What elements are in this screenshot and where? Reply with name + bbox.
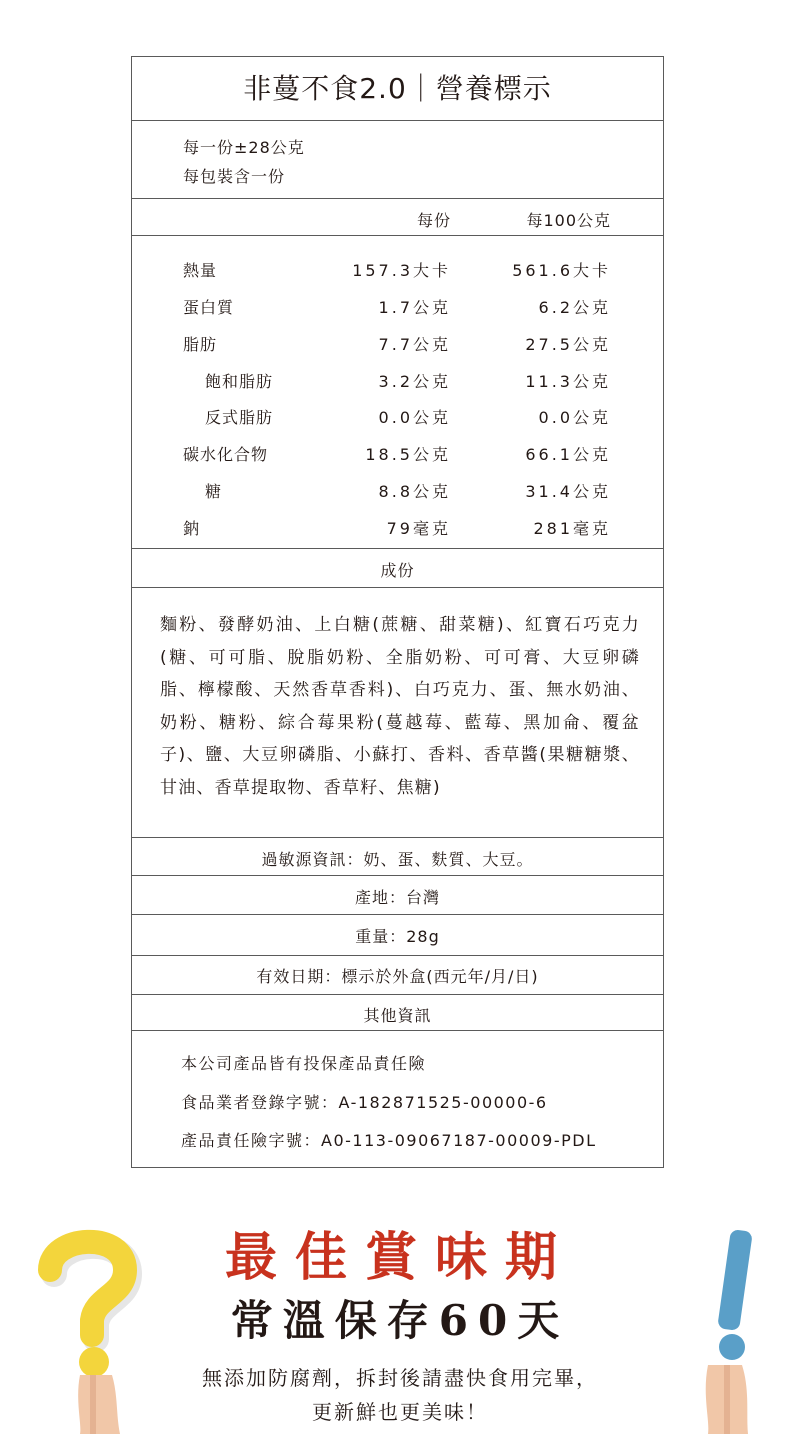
nutrient-per-serving: 3.2公克	[378, 372, 451, 391]
storage-note-line2: 更新鮮也更美味！	[312, 1400, 488, 1424]
divider	[132, 994, 663, 995]
divider	[132, 120, 663, 121]
label-title: 非蔓不食2.0｜營養標示	[243, 72, 552, 105]
other-info-heading: 其他資訊	[363, 1006, 432, 1025]
nutrient-name: 碳水化合物	[183, 445, 269, 464]
nutrient-per-100g: 0.0公克	[538, 408, 611, 427]
divider	[132, 198, 663, 199]
divider	[132, 1030, 663, 1031]
divider	[132, 837, 663, 838]
nutrient-per-100g: 6.2公克	[538, 298, 611, 317]
nutrient-per-100g: 66.1公克	[525, 445, 611, 464]
nutrient-per-100g: 11.3公克	[525, 372, 611, 391]
ingredients-heading: 成份	[380, 561, 415, 580]
nutrient-name: 反式脂肪	[205, 408, 274, 427]
column-header-per-100g: 每100公克	[526, 211, 611, 230]
divider	[132, 235, 663, 236]
nutrient-name: 脂肪	[183, 335, 218, 354]
nutrient-row	[132, 442, 663, 479]
nutrient-name: 鈉	[183, 519, 201, 538]
ingredients-text: 麵粉、發酵奶油、上白糖(蔗糖、甜菜糖)、紅寶石巧克力(糖、可可脂、脫脂奶粉、全脂奶粉、可可膏、大豆卵磷脂、檸檬酸、天然香草香料)、白巧克力、蛋、無水奶油、奶粉、糖粉、綜合莓果粉(蔓越莓、藍莓、黑加侖、覆盆子)、鹽、大豆卵磷脂、小蘇打、香料、香草醬(果糖糖漿、甘油、香草提取物、香草籽、焦糖)	[160, 615, 640, 798]
weight-info: 重量：28g	[355, 927, 440, 946]
nutrient-row	[132, 295, 663, 332]
nutrient-per-100g: 281毫克	[533, 519, 611, 538]
insurance-note: 本公司產品皆有投保產品責任險	[181, 1054, 427, 1073]
insurance-number: 產品責任險字號：A0-113-09067187-00009-PDL	[181, 1131, 597, 1150]
origin-info: 產地：台灣	[354, 888, 440, 907]
nutrient-row	[132, 258, 663, 295]
nutrient-per-serving: 7.7公克	[378, 335, 451, 354]
nutrient-name: 糖	[205, 482, 223, 501]
nutrition-label	[131, 56, 664, 1168]
divider	[132, 587, 663, 588]
nutrient-per-serving: 0.0公克	[378, 408, 451, 427]
expiry-info: 有效日期：標示於外盒(西元年/月/日)	[256, 967, 539, 986]
nutrient-row	[132, 405, 663, 442]
storage-note-line1: 無添加防腐劑，拆封後請盡快食用完畢，	[202, 1366, 598, 1390]
nutrient-name: 飽和脂肪	[205, 372, 274, 391]
divider	[132, 955, 663, 956]
registration-number: 食品業者登錄字號：A-182871525-00000-6	[181, 1093, 548, 1112]
divider	[132, 914, 663, 915]
serving-size: 每一份±28公克	[183, 138, 305, 157]
servings-per-pack: 每包裝含一份	[183, 167, 286, 186]
nutrient-name: 蛋白質	[183, 298, 235, 317]
divider	[132, 875, 663, 876]
nutrient-per-100g: 561.6大卡	[512, 261, 611, 280]
nutrient-per-serving: 1.7公克	[378, 298, 451, 317]
nutrient-per-serving: 8.8公克	[378, 482, 451, 501]
nutrient-per-serving: 79毫克	[386, 519, 451, 538]
storage-heading: 常溫保存60天	[230, 1296, 570, 1345]
nutrient-per-100g: 27.5公克	[525, 335, 611, 354]
allergen-info: 過敏源資訊：奶、蛋、麩質、大豆。	[261, 850, 534, 869]
divider	[132, 548, 663, 549]
nutrient-per-serving: 157.3大卡	[352, 261, 451, 280]
column-header-per-serving: 每份	[416, 211, 451, 230]
nutrient-name: 熱量	[183, 261, 218, 280]
best-period-heading: 最佳賞味期	[224, 1227, 575, 1288]
nutrient-per-100g: 31.4公克	[525, 482, 611, 501]
nutrient-per-serving: 18.5公克	[365, 445, 451, 464]
nutrient-row	[132, 479, 663, 516]
nutrient-row	[132, 369, 663, 406]
nutrient-row	[132, 332, 663, 369]
